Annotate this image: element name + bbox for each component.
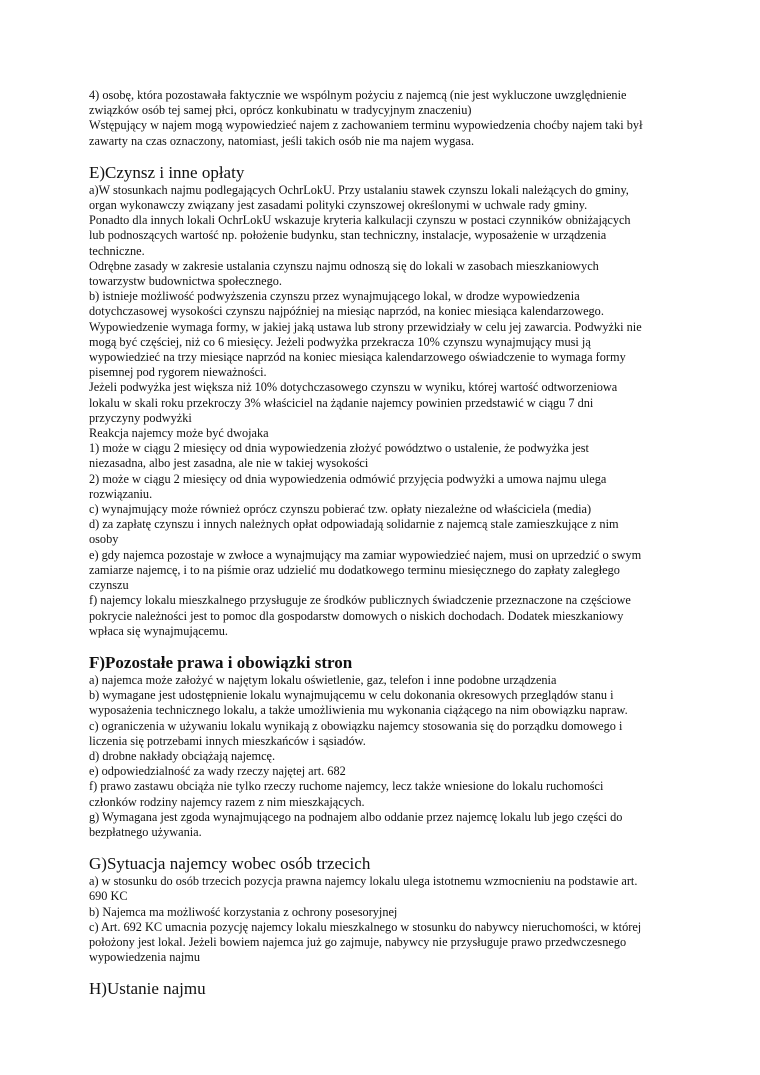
text-line: b) wymagane jest udostępnienie lokalu wynajmującemu w celu dokonania okresowych przeglądów stanu i — [89, 688, 614, 703]
document-page — [89, 88, 677, 999]
text-line: pokrycie należności jest to pomoc dla gospodarstw domowych o niskich dochodach. Dodatek mieszkaniowy — [89, 608, 624, 623]
text-line: c) wynajmujący może również oprócz czynszu pobierać tzw. opłaty niezależne od właściciela (media) — [89, 502, 592, 517]
text-line: przyczyny podwyżki — [89, 410, 192, 425]
text-line: rozwiązaniu. — [89, 486, 153, 501]
section-f — [89, 653, 677, 840]
text-line: Ponadto dla innych lokali OchrLokU wskazuje kryteria kalkulacji czynszu w postaci czynników obniżających — [89, 213, 631, 228]
text-line: zawarty na czas oznaczony, natomiast, jeśli takich osób nie ma najem wygasa. — [89, 133, 475, 148]
text-line: organ wykonawczy związany jest zasadami polityki czynszowej określonymi w uchwale rady gminy. — [89, 198, 588, 213]
text-line: a)W stosunkach najmu podlegających OchrLokU. Przy ustalaniu stawek czynszu lokali należących do gminy, — [89, 182, 629, 197]
section-f-body — [89, 673, 677, 840]
text-line: 4) osobę, która pozostawała faktycznie we wspólnym pożyciu z najemcą (nie jest wykluczone uwzględnienie — [89, 88, 627, 102]
text-line: wypowiedzieć na trzy miesiące naprzód na koniec miesiąca kalendarzowego oświadczenie to wymaga formy — [89, 350, 626, 365]
text-line: d) za zapłatę czynszu i innych należnych opłat odpowiadają solidarnie z najemcą stale zamieszkujące z nim — [89, 517, 619, 532]
section-e-heading: E)Czynsz i inne opłaty — [89, 162, 245, 182]
text-line: c) ograniczenia w używaniu lokalu wynikają z obowiązku najemcy stosowania się do porządku domowego i — [89, 718, 623, 733]
section-g — [89, 854, 677, 965]
intro-text — [89, 88, 677, 149]
text-line: a) w stosunku do osób trzecich pozycja prawna najemcy lokalu ulega istotnemu wzmocnieniu na podstawie art. — [89, 874, 638, 889]
text-line: f) prawo zastawu obciąża nie tylko rzeczy ruchome najemcy, lecz także wniesione do lokalu ruchomości — [89, 779, 604, 794]
text-line: 690 KC — [89, 889, 128, 904]
section-h — [89, 979, 677, 999]
text-line: lub podnoszących wartość np. położenie budynku, stan techniczny, instalacje, wyposażenie w urządzenia — [89, 228, 607, 243]
text-line: d) drobne nakłady obciążają najemcę. — [89, 748, 276, 763]
text-line: czynszu — [89, 578, 129, 593]
text-line: wypowiedzenia najmu — [89, 950, 200, 965]
section-e-body — [89, 183, 677, 639]
text-line: członków rodziny najemcy razem z nim mieszkających. — [89, 794, 365, 809]
section-h-heading: H)Ustanie najmu — [89, 979, 206, 999]
section-g-heading: G)Sytuacja najemcy wobec osób trzecich — [89, 854, 371, 874]
text-line: Odrębne zasady w zakresie ustalania czynszu najmu odnoszą się do lokali w zasobach mieszkaniowych — [89, 258, 599, 273]
text-line: 1) może w ciągu 2 miesięcy od dnia wypowiedzenia złożyć powództwo o ustalenie, że podwyżka jest — [89, 441, 589, 456]
text-line: e) gdy najemca pozostaje w zwłoce a wynajmujący ma zamiar wypowiedzieć najem, musi on uprzedzić o swym — [89, 547, 642, 562]
text-line: b) Najemca ma możliwość korzystania z ochrony posesoryjnej — [89, 904, 398, 919]
text-line: związków osób tej samej płci, oprócz konkubinatu w tradycyjnym znaczeniu) — [89, 103, 472, 118]
text-line: liczenia się potrzebami innych mieszkańców i sąsiadów. — [89, 733, 366, 748]
text-line: towarzystw budownictwa społecznego. — [89, 274, 282, 289]
text-line: wyposażenia technicznego lokalu, a także umożliwienia mu wykonania ciążącego na nim obowiązku napraw. — [89, 703, 628, 718]
text-line: mogą być częściej, niż co 6 miesięcy. Jeżeli podwyżka przekracza 10% czynszu wynajmujący musi ją — [89, 334, 591, 349]
intro-section — [89, 88, 677, 149]
text-line: bezpłatnego używania. — [89, 824, 202, 839]
text-line: Wstępujący w najem mogą wypowiedzieć najem z zachowaniem terminu wypowiedzenia choćby najem taki był — [89, 118, 643, 133]
text-line: 2) może w ciągu 2 miesięcy od dnia wypowiedzenia odmówić przyjęcia podwyżki a umowa najmu ulega — [89, 471, 607, 486]
text-line: zamiarze najemcę, i to na piśmie oraz udzielić mu dodatkowego terminu miesięcznego do zapłaty zaległego — [89, 562, 620, 577]
text-line: a) najemca może założyć w najętym lokalu oświetlenie, gaz, telefon i inne podobne urządzenia — [89, 672, 557, 687]
text-line: e) odpowiedzialność za wady rzeczy najętej art. 682 — [89, 764, 346, 779]
text-line: techniczne. — [89, 243, 145, 258]
text-line: niezasadna, albo jest zasadna, ale nie w takiej wysokości — [89, 456, 369, 471]
text-line: osoby — [89, 532, 119, 547]
text-line: c) Art. 692 KC umacnia pozycję najemcy lokalu mieszkalnego w stosunku do nabywcy nieruchomości, w której — [89, 919, 642, 934]
text-line: Wypowiedzenie wymaga formy, w jakiej jaką ustawa lub strony przewidziały w celu jej zawarcia. Podwyżki nie — [89, 319, 642, 334]
text-line: g) Wymagana jest zgoda wynajmującego na podnajem albo oddanie przez najemcę lokalu lub jego części do — [89, 809, 623, 824]
text-line: Jeżeli podwyżka jest większa niż 10% dotychczasowego czynszu w wyniku, której wartość odtworzeniowa — [89, 380, 618, 395]
text-line: b) istnieje możliwość podwyższenia czynszu przez wynajmującego lokal, w drodze wypowiedzenia — [89, 289, 580, 304]
text-line: położony jest lokal. Jeżeli bowiem najemca już go zajmuje, nabywcy nie przysługuje prawo przedwczesnego — [89, 934, 627, 949]
text-line: f) najemcy lokalu mieszkalnego przysługuje ze środków publicznych świadczenie przeznaczone na częściowe — [89, 593, 631, 608]
text-line: wpłaca się wynajmującemu. — [89, 623, 228, 638]
text-line: dotychczasowej wysokości czynszu najpóźniej na miesiąc naprzód, na koniec miesiąca kalendarzowego. — [89, 304, 604, 319]
section-g-body — [89, 874, 677, 965]
text-line: lokalu w skali roku przekroczy 3% właściciel na żądanie najemcy powinien przedstawić w ciągu 7 dni — [89, 395, 594, 410]
section-f-heading: F)Pozostałe prawa i obowiązki stron — [89, 652, 353, 672]
section-e — [89, 163, 677, 639]
text-line: Reakcja najemcy może być dwojaka — [89, 426, 269, 441]
text-line: pisemnej pod rygorem nieważności. — [89, 365, 267, 380]
